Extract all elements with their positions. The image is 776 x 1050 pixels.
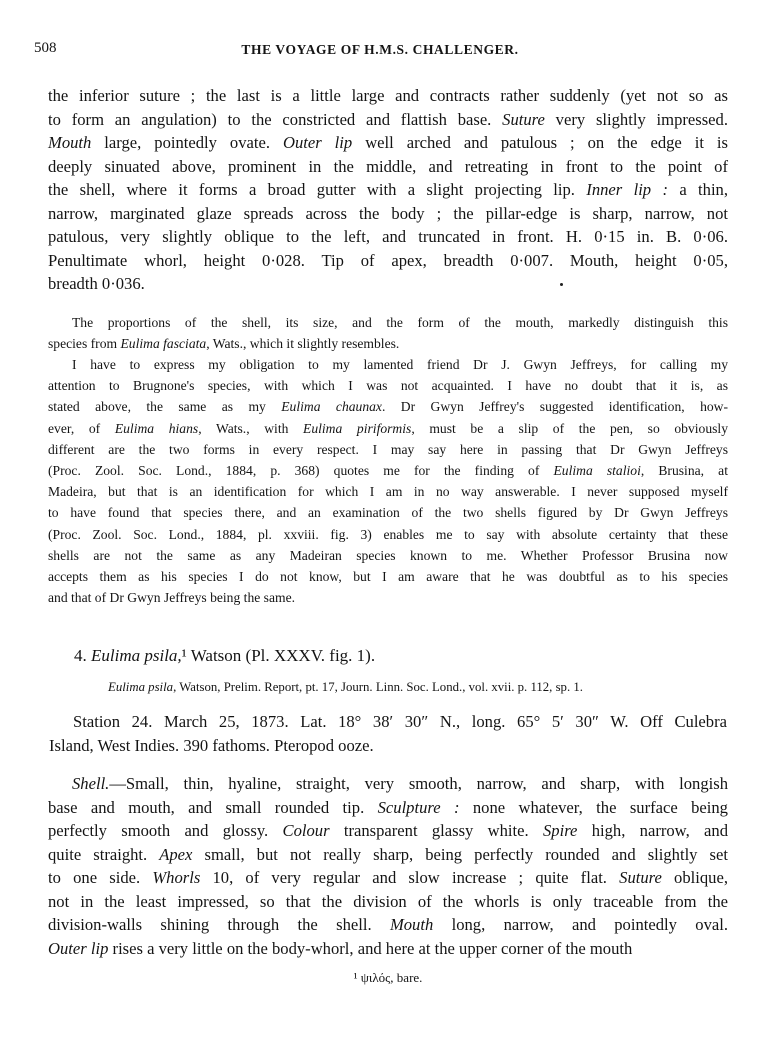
- running-header: [34, 40, 726, 62]
- text-run: perfectly smooth and glossy.: [48, 821, 283, 840]
- italic-term: Apex: [159, 844, 193, 864]
- italic-term: Sculpture :: [377, 797, 460, 817]
- text-line: [48, 354, 728, 375]
- text-line: [48, 312, 728, 333]
- text-line: [48, 460, 728, 481]
- text-run: . Dr Gwyn Jeffrey's suggested identification, how-: [381, 399, 729, 415]
- text-run: —Small, thin, hyaline, straight, very smooth, narrow, and sharp, with longish: [109, 774, 728, 793]
- text-run: shells are not the same as any Madeiran species known to me. Whether Professor Brusina now: [48, 547, 728, 563]
- text-run: the inferior suture ; the last is a little large and contracts rather suddenly (yet not so as: [48, 86, 728, 105]
- text-run: , must be a slip of the pen, so obviously: [411, 420, 728, 436]
- text-line: [48, 84, 728, 108]
- text-line: [49, 734, 727, 758]
- italic-term: Colour: [282, 821, 330, 840]
- text-run: quite straight.: [48, 844, 160, 864]
- text-run: I have to express my obligation to my lamented friend Dr J. Gwyn Jeffreys, for calling my: [72, 357, 728, 372]
- text-run: to have found that species there, and an examination of the two shells figured by Dr Gwyn Jeffreys: [48, 505, 728, 521]
- text-line: [48, 524, 728, 545]
- text-line: [48, 418, 728, 439]
- text-line: [48, 225, 728, 249]
- text-run: long, narrow, and pointedly oval.: [433, 915, 728, 934]
- text-run: Penultimate whorl, height 0·028. Tip of apex, breadth 0·007. Mouth, height 0·05,: [48, 250, 728, 270]
- italic-term: Shell.: [72, 774, 110, 793]
- italic-term: Eulima piriformis: [303, 420, 412, 436]
- text-run: to one side.: [48, 868, 153, 887]
- print-speck: [560, 283, 563, 286]
- text-run: species from: [48, 336, 121, 352]
- text-run: and that of Dr Gwyn Jeffreys being the same.: [48, 590, 296, 606]
- text-line: [48, 796, 728, 820]
- text-run: division-walls shining through the shell.: [48, 915, 390, 934]
- text-run: (Proc. Zool. Soc. Lond., 1884, pl. xxviii. fig. 3) enables me to say with absolute certainty that these: [48, 526, 728, 542]
- remarks-paragraph-2: [48, 354, 728, 608]
- text-line: [48, 108, 728, 132]
- italic-term: Mouth: [389, 915, 434, 934]
- text-line: [48, 502, 728, 523]
- text-run: Madeira, but that is an identification for which I am in no way answerable. I never supposed myself: [48, 484, 728, 500]
- text-run: a thin,: [667, 180, 729, 199]
- text-line: [48, 866, 728, 890]
- text-run: breadth 0·036.: [48, 274, 145, 293]
- text-line: [48, 481, 728, 502]
- text-run: large, pointedly ovate.: [91, 133, 283, 152]
- running-title: THE VOYAGE OF H.M.S. CHALLENGER.: [241, 42, 519, 57]
- text-line: [48, 396, 728, 417]
- text-line: [48, 913, 728, 937]
- text-line: [48, 772, 728, 796]
- description-continued: [48, 84, 728, 296]
- text-run: , Brusina, at: [640, 462, 728, 478]
- italic-term: Eulima fasciata: [120, 336, 207, 352]
- remarks-paragraph-1: [48, 312, 728, 354]
- text-line: [49, 710, 727, 734]
- text-line: [48, 545, 728, 566]
- text-run: narrow, marginated glaze spreads across the body ; the pillar-edge is sharp, narrow, not: [48, 203, 728, 223]
- text-run: stated above, the same as my: [48, 399, 282, 415]
- italic-term: Eulima hians: [114, 420, 199, 436]
- text-run: the shell, where it forms a broad gutter with a slight projecting lip.: [48, 180, 587, 199]
- text-line: [48, 439, 728, 460]
- text-run: 4.: [74, 646, 91, 665]
- italic-term: Eulima chaunax: [281, 399, 382, 415]
- text-run: ever, of: [48, 420, 115, 436]
- italic-term: Spire: [542, 821, 578, 840]
- text-run: (Proc. Zool. Soc. Lond., 1884, p. 368) quotes me for the finding of: [48, 462, 554, 478]
- text-line: [48, 131, 728, 155]
- italic-term: Outer lip: [48, 938, 109, 958]
- italic-term: Inner lip :: [586, 180, 668, 199]
- text-line: [48, 155, 728, 179]
- text-run: deeply sinuated above, prominent in the middle, and retreating in front to the point of: [48, 156, 728, 176]
- text-run: oblique,: [661, 868, 728, 887]
- text-run: rises a very little on the body-whorl, and here at the upper corner of the mouth: [108, 938, 633, 958]
- text-run: high, narrow, and: [577, 821, 728, 840]
- text-run: The proportions of the shell, its size, and the form of the mouth, markedly distinguish this: [72, 315, 728, 330]
- text-line: [48, 843, 728, 867]
- text-run: not in the least impressed, so that the division of the whorls is only traceable from the: [48, 891, 728, 911]
- text-run: small, but not really sharp, being perfectly rounded and slightly set: [192, 844, 728, 864]
- synonymy-line: [108, 680, 583, 695]
- text-run: Station 24. March 25, 1873. Lat. 18° 38′ 30″ N., long. 65° 5′ 30″ W. Off Culebra: [73, 712, 727, 731]
- text-run: patulous, very slightly oblique to the left, and truncated in front. H. 0·15 in. B. 0·06.: [48, 227, 728, 246]
- text-run: ¹ Watson (Pl. XXXV. fig. 1).: [181, 646, 376, 665]
- italic-term: Eulima psila: [108, 680, 174, 694]
- station-paragraph: [49, 710, 727, 757]
- text-run: none whatever, the surface being: [459, 797, 728, 817]
- italic-term: Outer lip: [283, 133, 353, 152]
- page-number: 508: [34, 40, 57, 56]
- text-run: well arched and patulous ; on the edge it is: [352, 133, 729, 152]
- text-run: attention to Brugnone's species, with which I was not acquainted. I have no doubt that it is, as: [48, 378, 728, 394]
- text-run: base and mouth, and small rounded tip.: [48, 797, 378, 817]
- text-run: very slightly impressed.: [544, 109, 728, 129]
- italic-term: Suture: [502, 109, 545, 129]
- text-run: , Wats., with: [198, 420, 304, 436]
- italic-term: Whorls: [152, 868, 201, 887]
- text-line: [48, 587, 728, 608]
- species-heading: [74, 646, 375, 666]
- italic-term: Mouth: [48, 133, 92, 152]
- text-line: [48, 566, 728, 587]
- text-run: different are the two forms in every respect. I may say here in passing that Dr Gwyn Jeffreys: [48, 441, 728, 457]
- text-line: [48, 819, 728, 843]
- text-line: [48, 333, 728, 354]
- text-run: , Watson, Prelim. Report, pt. 17, Journ. Linn. Soc. Lond., vol. xvii. p. 112, sp. 1.: [173, 680, 583, 694]
- footnote: ¹ ψιλός, bare.: [353, 970, 423, 985]
- text-line: [48, 375, 728, 396]
- text-run: 10, of very regular and slow increase ; quite flat.: [200, 868, 620, 887]
- text-line: [48, 937, 728, 961]
- italic-term: Suture: [619, 868, 662, 887]
- text-run: transparent glassy white.: [329, 821, 543, 840]
- text-run: , Wats., which it slightly resembles.: [206, 336, 400, 352]
- text-run: accepts them as his species I do not know, but I am aware that he was doubtful as to his species: [48, 568, 728, 584]
- text-run: to form an angulation) to the constricted and flattish base.: [48, 109, 503, 129]
- text-line: [48, 890, 728, 914]
- text-line: [48, 202, 728, 226]
- shell-description: [48, 772, 728, 960]
- text-line: [48, 249, 728, 273]
- italic-term: Eulima stalioi: [553, 462, 641, 478]
- text-line: [48, 272, 728, 296]
- italic-term: Eulima psila,: [91, 646, 182, 665]
- text-line: [48, 178, 728, 202]
- text-run: Island, West Indies. 390 fathoms. Pteropod ooze.: [49, 735, 374, 755]
